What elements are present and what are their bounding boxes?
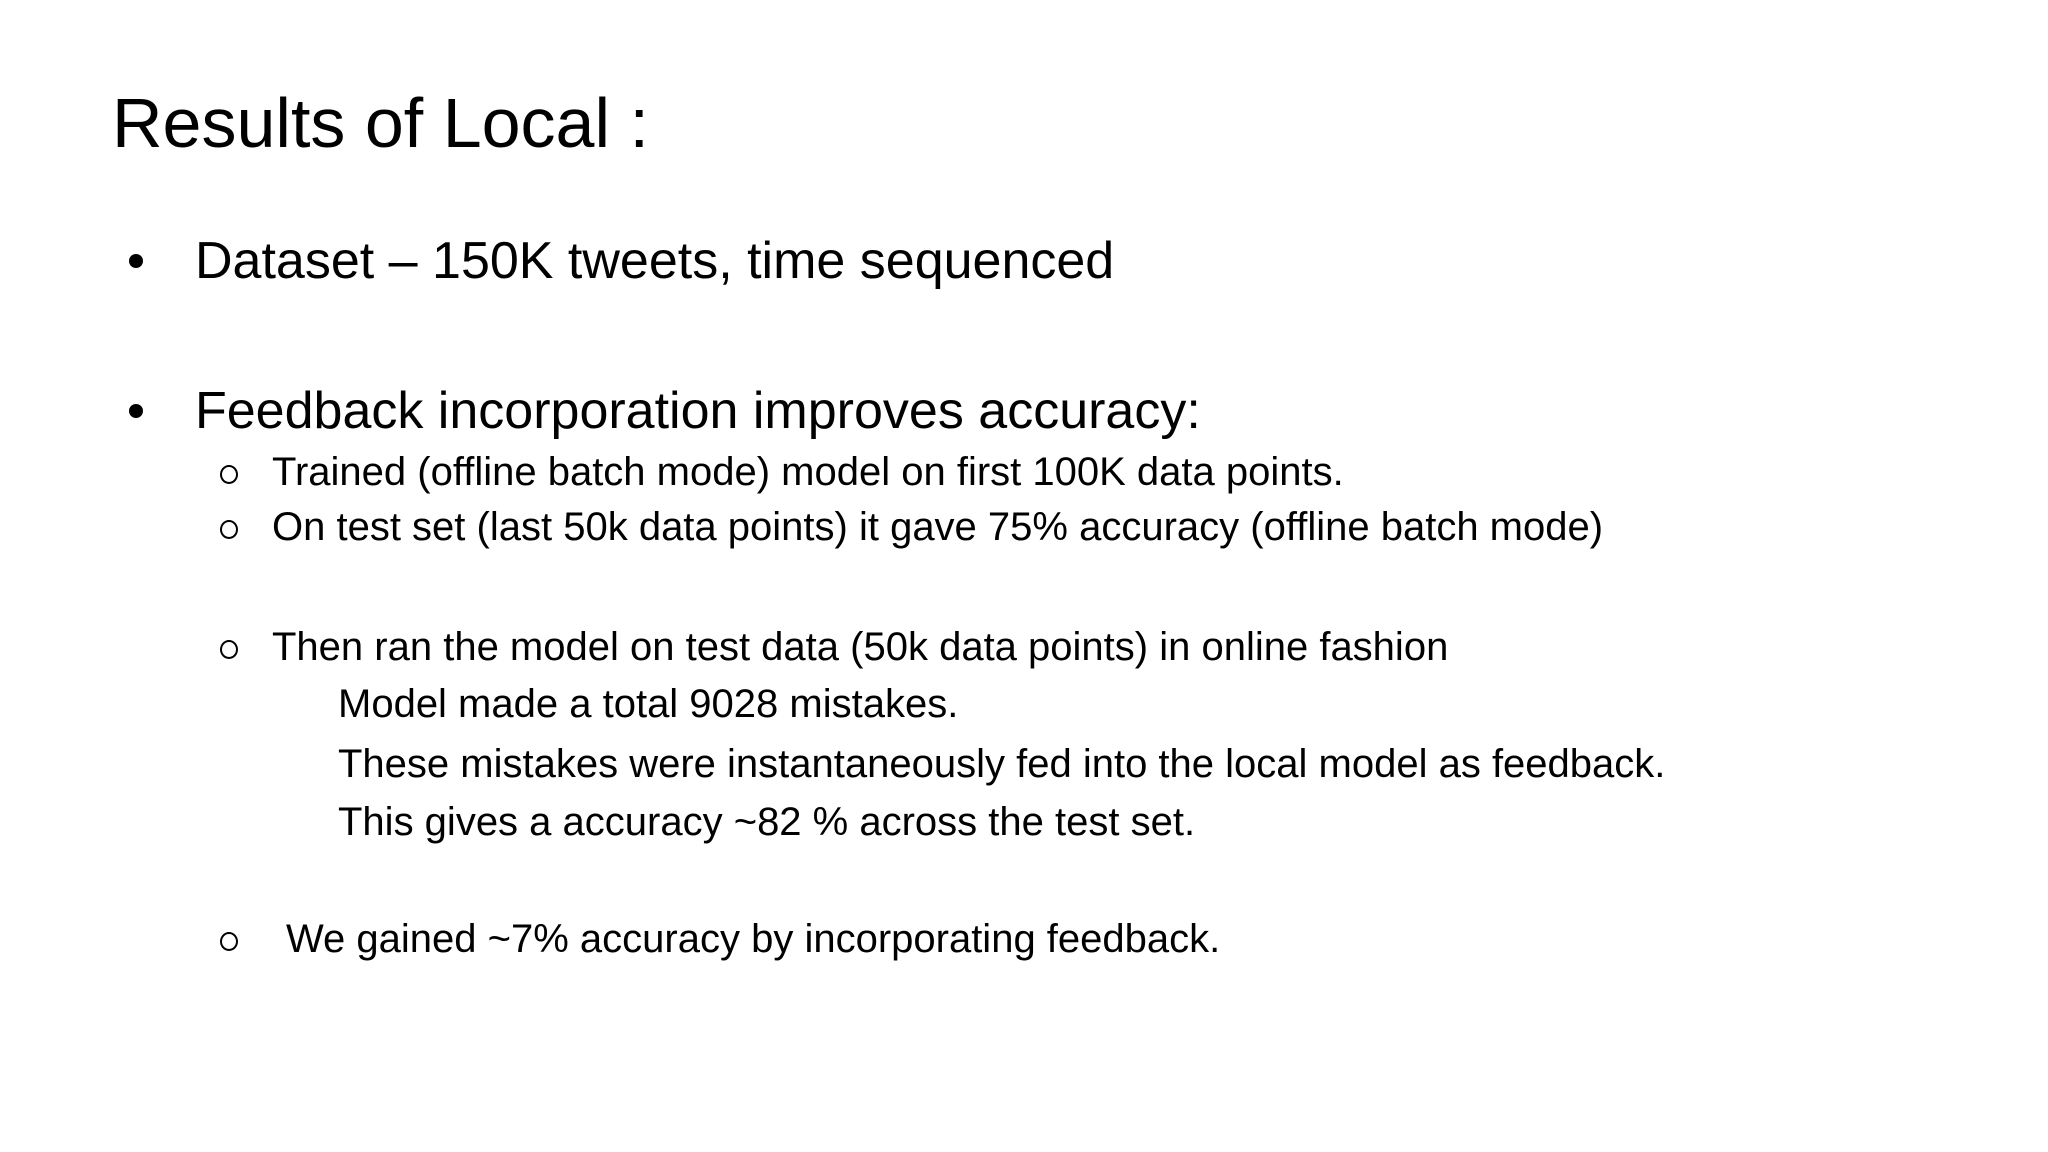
bullet-item-dataset — [129, 230, 1114, 292]
circle-bullet-icon — [220, 640, 238, 659]
sub-bullet-text: Trained (offline batch mode) model on first 100K data points. — [272, 450, 1344, 494]
circle-bullet-icon — [220, 520, 238, 539]
sub-bullet-online-run — [220, 623, 1448, 671]
detail-text: This gives a accuracy ~82 % across the test set. — [338, 800, 1196, 844]
circle-bullet-icon — [220, 465, 238, 484]
detail-text: Model made a total 9028 mistakes. — [338, 682, 959, 726]
bullet-dot-icon — [129, 254, 143, 268]
detail-line-mistakes — [338, 680, 958, 728]
sub-bullet-test-set — [220, 503, 1603, 551]
bullet-text: Feedback incorporation improves accuracy: — [195, 382, 1201, 440]
sub-bullet-text: On test set (last 50k data points) it gave 75% accuracy (offline batch mode) — [272, 505, 1604, 549]
bullet-item-feedback — [129, 380, 1201, 442]
sub-bullet-trained — [220, 448, 1344, 496]
sub-bullet-gained — [220, 915, 1220, 963]
bullet-dot-icon — [129, 404, 143, 418]
detail-line-feedback-fed — [338, 740, 1665, 788]
circle-bullet-icon — [220, 932, 238, 951]
sub-bullet-text: We gained ~7% accuracy by incorporating feedback. — [286, 917, 1221, 961]
bullet-text: Dataset – 150K tweets, time sequenced — [195, 232, 1115, 290]
detail-line-accuracy — [338, 798, 1195, 846]
sub-bullet-text: Then ran the model on test data (50k data points) in online fashion — [272, 625, 1449, 669]
detail-text: These mistakes were instantaneously fed into the local model as feedback. — [338, 742, 1666, 786]
slide-title: Results of Local : — [112, 84, 649, 162]
